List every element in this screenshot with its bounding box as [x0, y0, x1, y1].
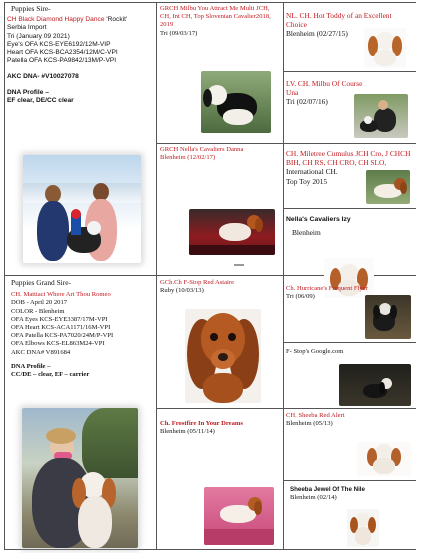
- sd-dam-cell: [286, 215, 414, 255]
- gs-dam-color: Blenheim (05/11/14): [160, 428, 215, 436]
- grand-sire-dob: DOB - April 20 2017: [11, 299, 68, 307]
- grid-line: [4, 2, 5, 550]
- gsd-dam-photo: [347, 509, 379, 547]
- sd-dam-name: Nella's Cavaliers Izy: [286, 216, 351, 223]
- gs-dam-cell: [160, 420, 281, 460]
- gs-sire-photo: [185, 309, 261, 403]
- gss-dam-cell: [286, 348, 414, 362]
- grid-line: [156, 143, 283, 144]
- grid-line: [283, 2, 284, 550]
- ss-dam-color: Tri (02/07/16): [286, 97, 328, 107]
- sire-name: CH Black Diamond Happy Dance: [7, 16, 105, 24]
- grand-sire-photo: [22, 408, 138, 548]
- gss-sire-photo: [365, 295, 411, 339]
- sire-eyes: Eye's OFA KCS-EYE6192/12M-VIP: [7, 40, 111, 48]
- grand-sire-heading: Puppies Grand Sire-: [11, 278, 71, 287]
- sire-sire-color: Tri (09/03/17): [160, 29, 198, 37]
- sire-akc: AKC DNA- #V10027078: [7, 73, 79, 81]
- gss-dam-name: F- Stop's Google.com: [286, 348, 344, 355]
- ss-sire-name: NL. CH. Hot Toddy of an Excellent Choice: [286, 11, 392, 30]
- gss-sire-name: Ch. Hurricane's Frequent Flyer: [286, 285, 368, 292]
- gs-sire-color: Ruby (10/03/13): [160, 287, 204, 295]
- gs-dam-photo: [204, 487, 274, 545]
- grid-line: [283, 71, 416, 72]
- ss-sire-color: Blenheim (02/27/15): [286, 29, 348, 39]
- gss-dam-photo: [339, 364, 411, 406]
- grid-line: [156, 2, 157, 550]
- sd-sire-name: CH. Miletree Cumulus JCH Cro, J CHCH BIH, CH RS, CH CRO, CH SLO,: [286, 149, 411, 168]
- sire-sire-name: GRCH Milbu You Attract Me Multi JCH, CH, Int CH, Top Slovenian Cavalier2018, 2019: [160, 5, 271, 29]
- sd-dam-color: Blenheim: [292, 228, 321, 238]
- grand-sire-patella: OFA Patella KCS-PA7020/24M/P-VPI: [11, 332, 114, 340]
- grid-line: [283, 208, 416, 209]
- gsd-dam-color: Blenheim (02/14): [290, 494, 337, 502]
- sire-patella: Patella OFA KCS-PA9842/13M/P-VPI: [7, 57, 117, 65]
- sire-dam-photo: [189, 209, 275, 255]
- sire-heart: Heart OFA KCS-BCA2354/12M/C-VPI: [7, 49, 118, 57]
- pedigree-page: [4, 2, 416, 550]
- grand-sire-dna-value: CC/DE – clear, EF – carrier: [11, 371, 90, 379]
- sire-dna-value: EF clear, DE/CC clear: [7, 96, 74, 104]
- gss-sire-color: Tri (06/09): [286, 293, 315, 301]
- gsd-dam-name: Sheeba Jewel Of The Nile: [290, 486, 365, 493]
- sd-sire-photo: [366, 170, 410, 204]
- grid-line: [4, 2, 416, 3]
- sire-dam-cell: [160, 146, 281, 206]
- sire-show-photo: [23, 155, 141, 263]
- gsd-sire-name: CH. Sheeba Red Alert: [286, 412, 345, 419]
- sire-dam-color: Blenheim (12/02/17): [160, 154, 216, 162]
- gs-dam-name: Ch. Frostfire In Your Dreams: [160, 420, 243, 427]
- grand-sire-name: CH. Mattiaci Where Art Thou Romeo: [11, 291, 111, 299]
- grand-sire-elbows: OFA Elbows KCS-EL863M24-VPI: [11, 340, 105, 348]
- sire-callname: 'Rockit': [106, 16, 128, 24]
- grid-line: [283, 480, 416, 481]
- sire-dob: Tri (January 09 2021): [7, 32, 70, 40]
- grid-line: [283, 342, 416, 343]
- sire-dna-title: DNA Profile –: [7, 88, 49, 96]
- ss-dam-photo: [354, 94, 408, 138]
- ss-sire-photo: [364, 28, 406, 68]
- grand-sire-heart: OFA Heart KCS-ACA1171/16M-VPI: [11, 324, 111, 332]
- sire-heading: Puppies Sire-: [11, 4, 51, 13]
- gs-sire-name: GCh.Ch F-Stop Red Astaire: [160, 279, 234, 286]
- sire-dam-name: GRCH Nella's Cavaliers Danna: [160, 146, 244, 153]
- sire-sire-photo: [201, 71, 271, 133]
- grid-line: [283, 408, 416, 409]
- grid-line: [4, 549, 416, 550]
- grand-sire-akc: AKC DNA# V891684: [11, 348, 71, 356]
- grand-sire-eyes: OFA Eyes KCS-EYE3387/17M-VPI: [11, 315, 108, 323]
- ss-dam-name: LV. CH. Milbu Of Course Una: [286, 79, 363, 98]
- sd-sire-titles: International CH.: [286, 167, 338, 177]
- sire-name-line: [7, 16, 155, 24]
- gsd-sire-color: Blenheim (05/13): [286, 420, 333, 428]
- grid-line: [156, 408, 283, 409]
- sire-dam-photo-caption-mark: [234, 264, 244, 266]
- grand-sire-color: COLOR - Blenheim: [11, 307, 65, 315]
- grand-sire-dna-title: DNA Profile –: [11, 362, 51, 370]
- sd-sire-toptoy: Top Toy 2015: [286, 176, 328, 186]
- grand-sire-cell: [7, 278, 155, 408]
- gsd-sire-photo: [357, 442, 411, 476]
- grid-line: [283, 143, 416, 144]
- sire-origin: Serbia Import: [7, 24, 47, 32]
